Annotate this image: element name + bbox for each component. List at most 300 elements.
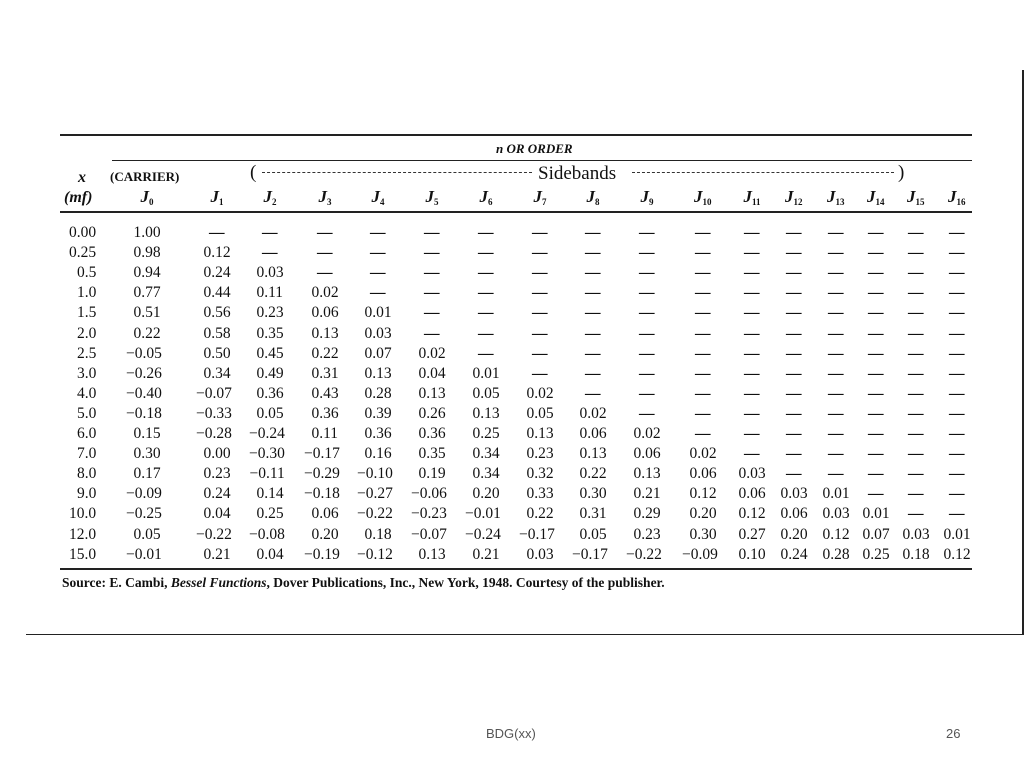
- table-cell: —: [868, 244, 884, 262]
- table-cell: 0.31: [311, 364, 339, 382]
- table-cell: —: [639, 324, 655, 342]
- n-order-rule: [112, 160, 972, 161]
- table-cell: —: [695, 264, 711, 282]
- x-value: 12.0: [69, 525, 97, 543]
- table-cell: −0.17: [304, 445, 340, 463]
- table-cell: 0.25: [472, 425, 500, 442]
- table-cell: —: [868, 284, 884, 302]
- table-cell: —: [868, 344, 884, 362]
- table-cell: 0.25: [256, 505, 284, 523]
- table-cell: —: [532, 344, 548, 362]
- table-cell: 0.28: [364, 384, 392, 402]
- table-cell: 0.35: [418, 445, 446, 463]
- table-cell: 0.36: [256, 384, 284, 402]
- table-cell: 0.34: [472, 465, 500, 483]
- table-cell: 0.13: [418, 545, 446, 563]
- table-cell: —: [908, 304, 924, 322]
- table-cell: —: [868, 445, 884, 463]
- table-cell: 0.18: [364, 525, 392, 543]
- table-cell: —: [532, 364, 548, 382]
- table-cell: 0.25: [862, 545, 890, 563]
- table-cell: 0.35: [256, 324, 284, 342]
- table-cell: —: [828, 244, 844, 262]
- table-cell: 0.34: [203, 364, 231, 382]
- table-cell: —: [639, 244, 655, 262]
- table-cell: —: [744, 364, 760, 382]
- table-cell: 0.23: [203, 465, 231, 483]
- table-cell: −0.10: [357, 465, 393, 483]
- table-cell: —: [744, 264, 760, 282]
- table-cell: —: [949, 465, 965, 483]
- table-cell: —: [908, 505, 924, 523]
- table-cell: 0.02: [633, 425, 661, 442]
- table-cell: 0.36: [364, 425, 392, 442]
- table-cell: 0.05: [526, 404, 554, 422]
- table-cell: —: [585, 264, 601, 282]
- table-cell: −0.30: [249, 445, 285, 463]
- table-cell: 0.13: [364, 364, 392, 382]
- x-value: 4.0: [77, 384, 97, 402]
- table-cell: −0.01: [465, 505, 501, 523]
- table-cell: 0.23: [633, 525, 661, 543]
- table-cell: —: [744, 425, 760, 442]
- x-value: 6.0: [77, 425, 97, 442]
- table-cell: —: [744, 244, 760, 262]
- table-cell: 0.29: [633, 505, 661, 523]
- table-cell: −0.26: [126, 364, 162, 382]
- table-cell: 0.07: [364, 344, 392, 362]
- sidebands-close-paren: ): [898, 162, 905, 183]
- table-cell: —: [424, 284, 440, 302]
- table-cell: —: [478, 264, 494, 282]
- table-cell: —: [868, 224, 884, 241]
- table-cell: −0.09: [682, 545, 718, 563]
- table-cell: 0.02: [418, 344, 446, 362]
- table-cell: 0.07: [862, 525, 890, 543]
- table-cell: 0.03: [364, 324, 392, 342]
- sidebands-left-dashes: [262, 172, 532, 173]
- x-value: 0.00: [69, 224, 97, 241]
- table-cell: —: [949, 505, 965, 523]
- table-cell: —: [370, 284, 386, 302]
- table-cell: —: [786, 244, 802, 262]
- table-cell: —: [639, 384, 655, 402]
- table-cell: —: [585, 344, 601, 362]
- table-cell: —: [585, 364, 601, 382]
- table-cell: 0.13: [311, 324, 339, 342]
- table-cell: —: [262, 224, 278, 241]
- table-cell: —: [585, 384, 601, 402]
- source-title: Bessel Functions: [170, 575, 267, 590]
- sidebands-right-dashes: [632, 172, 894, 173]
- table-cell: 0.20: [780, 525, 808, 543]
- table-cell: 0.20: [311, 525, 339, 543]
- table-cell: —: [949, 445, 965, 463]
- table-cell: 1.00: [133, 224, 161, 241]
- table-cell: —: [744, 384, 760, 402]
- table-cell: —: [908, 465, 924, 483]
- column-header-j12: $J_{12}$: [785, 187, 803, 207]
- table-cell: —: [585, 224, 601, 241]
- table-cell: 0.06: [579, 425, 607, 442]
- x-value: 1.0: [77, 284, 97, 302]
- table-cell: —: [744, 224, 760, 241]
- table-cell: 0.22: [526, 505, 554, 523]
- table-cell: —: [786, 445, 802, 463]
- table-cell: 0.01: [822, 485, 850, 503]
- footer-center-text: BDG(xx): [486, 726, 536, 741]
- x-value: 2.0: [77, 324, 97, 342]
- table-cell: —: [786, 264, 802, 282]
- table-cell: —: [262, 244, 278, 262]
- table-cell: —: [908, 224, 924, 241]
- table-cell: —: [828, 284, 844, 302]
- table-cell: —: [585, 324, 601, 342]
- column-header-j4: $J_4$: [371, 187, 385, 207]
- table-cell: 0.13: [526, 425, 554, 442]
- table-cell: 0.26: [418, 404, 446, 422]
- table-cell: 0.20: [689, 505, 717, 523]
- table-cell: —: [949, 404, 965, 422]
- table-cell: 0.03: [780, 485, 808, 503]
- column-header-j8: $J_8$: [586, 187, 600, 207]
- table-cell: 0.02: [311, 284, 339, 302]
- table-cell: 0.01: [943, 525, 971, 543]
- table-cell: —: [868, 324, 884, 342]
- table-cell: —: [949, 324, 965, 342]
- table-cell: —: [949, 264, 965, 282]
- table-cell: 0.13: [418, 384, 446, 402]
- table-cell: —: [695, 425, 711, 442]
- table-cell: —: [908, 344, 924, 362]
- table-cell: —: [868, 264, 884, 282]
- x-value: 2.5: [77, 344, 97, 362]
- table-cell: —: [695, 224, 711, 241]
- table-cell: —: [695, 304, 711, 322]
- table-cell: 0.11: [256, 284, 284, 302]
- table-cell: −0.09: [126, 485, 162, 503]
- column-header-j7: $J_7$: [533, 187, 547, 207]
- table-cell: −0.22: [357, 505, 393, 523]
- column-header-j11: $J_{11}$: [743, 187, 761, 207]
- source-citation: [62, 575, 665, 591]
- table-cell: −0.17: [572, 545, 608, 563]
- table-cell: —: [786, 324, 802, 342]
- table-cell: —: [370, 264, 386, 282]
- table-cell: −0.11: [249, 465, 285, 483]
- table-cell: —: [478, 324, 494, 342]
- table-cell: —: [695, 284, 711, 302]
- table-cell: 0.23: [526, 445, 554, 463]
- table-cell: —: [908, 485, 924, 503]
- table-cell: 0.21: [633, 485, 661, 503]
- table-cell: —: [949, 284, 965, 302]
- table-cell: —: [370, 244, 386, 262]
- column-header-j9: $J_9$: [640, 187, 654, 207]
- column-header-j13: $J_{13}$: [827, 187, 845, 207]
- table-cell: —: [868, 304, 884, 322]
- table-bottom-rule: [60, 568, 972, 570]
- table-cell: 0.03: [822, 505, 850, 523]
- table-cell: −0.25: [126, 505, 162, 523]
- table-cell: —: [424, 264, 440, 282]
- table-cell: —: [786, 304, 802, 322]
- table-cell: −0.29: [304, 465, 340, 483]
- table-cell: 0.22: [579, 465, 607, 483]
- table-cell: 0.02: [579, 404, 607, 422]
- table-cell: —: [478, 244, 494, 262]
- table-cell: 0.98: [133, 244, 161, 262]
- table-cell: −0.07: [411, 525, 447, 543]
- n-order-text: n OR ORDER: [496, 141, 573, 156]
- table-cell: —: [908, 264, 924, 282]
- table-cell: 0.43: [311, 384, 339, 402]
- table-cell: 0.13: [633, 465, 661, 483]
- table-cell: —: [786, 425, 802, 442]
- table-cell: —: [908, 425, 924, 442]
- table-cell: 0.03: [738, 465, 766, 483]
- table-cell: —: [424, 244, 440, 262]
- table-cell: —: [828, 384, 844, 402]
- table-cell: 0.34: [472, 445, 500, 463]
- table-cell: 0.02: [526, 384, 554, 402]
- table-cell: 0.24: [780, 545, 808, 563]
- table-cell: —: [786, 404, 802, 422]
- table-cell: —: [639, 304, 655, 322]
- table-cell: —: [908, 445, 924, 463]
- x-value: 15.0: [69, 545, 97, 563]
- table-cell: 0.13: [472, 404, 500, 422]
- table-cell: —: [949, 344, 965, 362]
- table-cell: 0.32: [526, 465, 554, 483]
- table-cell: —: [828, 324, 844, 342]
- column-header-j2: $J_2$: [263, 187, 277, 207]
- table-cell: −0.12: [357, 545, 393, 563]
- table-cell: —: [744, 404, 760, 422]
- table-cell: —: [478, 304, 494, 322]
- table-cell: —: [695, 364, 711, 382]
- table-cell: 0.36: [311, 404, 339, 422]
- table-cell: —: [949, 304, 965, 322]
- table-cell: —: [908, 384, 924, 402]
- table-cell: 0.00: [203, 445, 231, 463]
- table-cell: 0.39: [364, 404, 392, 422]
- table-cell: 0.30: [133, 445, 161, 463]
- n-order-header: [496, 141, 573, 157]
- table-cell: —: [744, 324, 760, 342]
- table-cell: —: [868, 404, 884, 422]
- table-cell: —: [949, 224, 965, 241]
- table-cell: 0.44: [203, 284, 231, 302]
- mf-label: (mf): [64, 189, 93, 206]
- table-cell: −0.06: [411, 485, 447, 503]
- table-cell: —: [695, 344, 711, 362]
- table-cell: 0.21: [472, 545, 500, 563]
- table-cell: —: [317, 264, 333, 282]
- table-cell: −0.08: [249, 525, 285, 543]
- table-cell: 0.50: [203, 344, 231, 362]
- table-cell: 0.06: [633, 445, 661, 463]
- table-cell: 0.16: [364, 445, 392, 463]
- table-cell: —: [949, 384, 965, 402]
- table-cell: 0.51: [133, 304, 161, 322]
- table-cell: 0.15: [133, 425, 161, 442]
- carrier-label: (CARRIER): [110, 169, 180, 184]
- table-cell: —: [532, 264, 548, 282]
- table-cell: −0.22: [626, 545, 662, 563]
- x-value: 3.0: [77, 364, 97, 382]
- table-cell: −0.18: [304, 485, 340, 503]
- table-cell: —: [744, 445, 760, 463]
- table-cell: 0.94: [133, 264, 161, 282]
- table-cell: 0.05: [579, 525, 607, 543]
- table-cell: 0.01: [472, 364, 500, 382]
- table-cell: —: [744, 344, 760, 362]
- table-cell: 0.22: [311, 344, 339, 362]
- table-cell: 0.14: [256, 485, 284, 503]
- table-cell: —: [908, 284, 924, 302]
- x-value: 8.0: [77, 465, 97, 483]
- table-cell: −0.40: [126, 384, 162, 402]
- header-bottom-rule: [60, 211, 972, 213]
- table-cell: —: [532, 304, 548, 322]
- table-cell: −0.07: [196, 384, 232, 402]
- table-cell: —: [639, 284, 655, 302]
- x-value: 10.0: [69, 505, 97, 523]
- table-cell: —: [585, 244, 601, 262]
- table-cell: —: [639, 404, 655, 422]
- table-cell: 0.45: [256, 344, 284, 362]
- table-cell: 0.30: [579, 485, 607, 503]
- table-cell: 0.01: [862, 505, 890, 523]
- x-label: x: [78, 169, 86, 186]
- table-cell: 0.27: [738, 525, 766, 543]
- table-cell: 0.02: [689, 445, 717, 463]
- table-cell: —: [424, 224, 440, 241]
- table-cell: —: [786, 224, 802, 241]
- table-cell: −0.01: [126, 545, 162, 563]
- table-cell: −0.27: [357, 485, 393, 503]
- table-cell: 0.03: [902, 525, 930, 543]
- table-cell: 0.11: [311, 425, 339, 442]
- table-cell: 0.28: [822, 545, 850, 563]
- table-cell: 0.30: [689, 525, 717, 543]
- table-cell: —: [639, 264, 655, 282]
- table-cell: 0.31: [579, 505, 607, 523]
- column-header-j15: $J_{15}$: [907, 187, 925, 207]
- column-header-j3: $J_3$: [318, 187, 332, 207]
- table-cell: —: [424, 324, 440, 342]
- table-cell: 0.21: [203, 545, 231, 563]
- table-cell: 0.05: [133, 525, 161, 543]
- x-value: 5.0: [77, 404, 97, 422]
- table-cell: —: [695, 244, 711, 262]
- table-cell: 0.23: [256, 304, 284, 322]
- table-cell: 0.33: [526, 485, 554, 503]
- table-cell: 0.04: [203, 505, 231, 523]
- table-cell: −0.33: [196, 404, 232, 422]
- table-cell: —: [949, 364, 965, 382]
- table-cell: −0.17: [519, 525, 555, 543]
- table-cell: 0.05: [256, 404, 284, 422]
- column-header-j10: $J_{10}$: [694, 187, 712, 207]
- table-cell: 0.04: [418, 364, 446, 382]
- table-cell: —: [786, 364, 802, 382]
- table-cell: 0.12: [203, 244, 231, 262]
- table-cell: —: [478, 344, 494, 362]
- table-cell: 0.06: [780, 505, 808, 523]
- table-cell: —: [209, 224, 225, 241]
- table-cell: —: [532, 324, 548, 342]
- column-header-j0: $J_0$: [140, 187, 154, 207]
- table-cell: —: [532, 224, 548, 241]
- table-cell: 0.19: [418, 465, 446, 483]
- table-cell: 0.24: [203, 485, 231, 503]
- table-cell: —: [828, 304, 844, 322]
- x-value: 9.0: [77, 485, 97, 503]
- table-cell: —: [828, 264, 844, 282]
- table-cell: −0.05: [126, 344, 162, 362]
- table-cell: —: [639, 364, 655, 382]
- table-cell: —: [949, 425, 965, 442]
- table-cell: —: [868, 425, 884, 442]
- table-cell: —: [949, 485, 965, 503]
- table-cell: —: [868, 384, 884, 402]
- table-cell: 0.20: [472, 485, 500, 503]
- table-cell: —: [639, 224, 655, 241]
- table-cell: —: [828, 425, 844, 442]
- x-value: 0.25: [69, 244, 97, 262]
- table-cell: —: [370, 224, 386, 241]
- table-cell: —: [744, 284, 760, 302]
- table-cell: —: [585, 284, 601, 302]
- table-cell: −0.24: [465, 525, 501, 543]
- table-cell: —: [317, 244, 333, 262]
- table-cell: —: [786, 384, 802, 402]
- table-cell: −0.28: [196, 425, 232, 442]
- table-cell: 0.03: [526, 545, 554, 563]
- sidebands-open-paren: (: [250, 162, 257, 183]
- x-value: 7.0: [77, 445, 97, 463]
- table-cell: —: [695, 324, 711, 342]
- table-cell: —: [868, 485, 884, 503]
- table-cell: —: [695, 404, 711, 422]
- table-cell: 0.36: [418, 425, 446, 442]
- table-cell: 0.06: [311, 505, 339, 523]
- table-cell: 0.05: [472, 384, 500, 402]
- table-cell: —: [786, 465, 802, 483]
- table-cell: 0.12: [689, 485, 717, 503]
- table-cell: 0.77: [133, 284, 161, 302]
- table-cell: −0.23: [411, 505, 447, 523]
- table-cell: 0.12: [943, 545, 971, 563]
- column-header-j5: $J_5$: [425, 187, 439, 207]
- table-cell: —: [828, 344, 844, 362]
- column-header-j1: $J_1$: [210, 187, 224, 207]
- table-cell: —: [908, 364, 924, 382]
- table-cell: 0.13: [579, 445, 607, 463]
- table-cell: 0.24: [203, 264, 231, 282]
- table-cell: 0.12: [738, 505, 766, 523]
- table-cell: 0.18: [902, 545, 930, 563]
- table-cell: —: [532, 284, 548, 302]
- table-cell: 0.06: [689, 465, 717, 483]
- table-cell: 0.06: [311, 304, 339, 322]
- column-header-j6: $J_6$: [479, 187, 493, 207]
- table-cell: —: [908, 244, 924, 262]
- table-cell: —: [828, 224, 844, 241]
- table-cell: −0.18: [126, 404, 162, 422]
